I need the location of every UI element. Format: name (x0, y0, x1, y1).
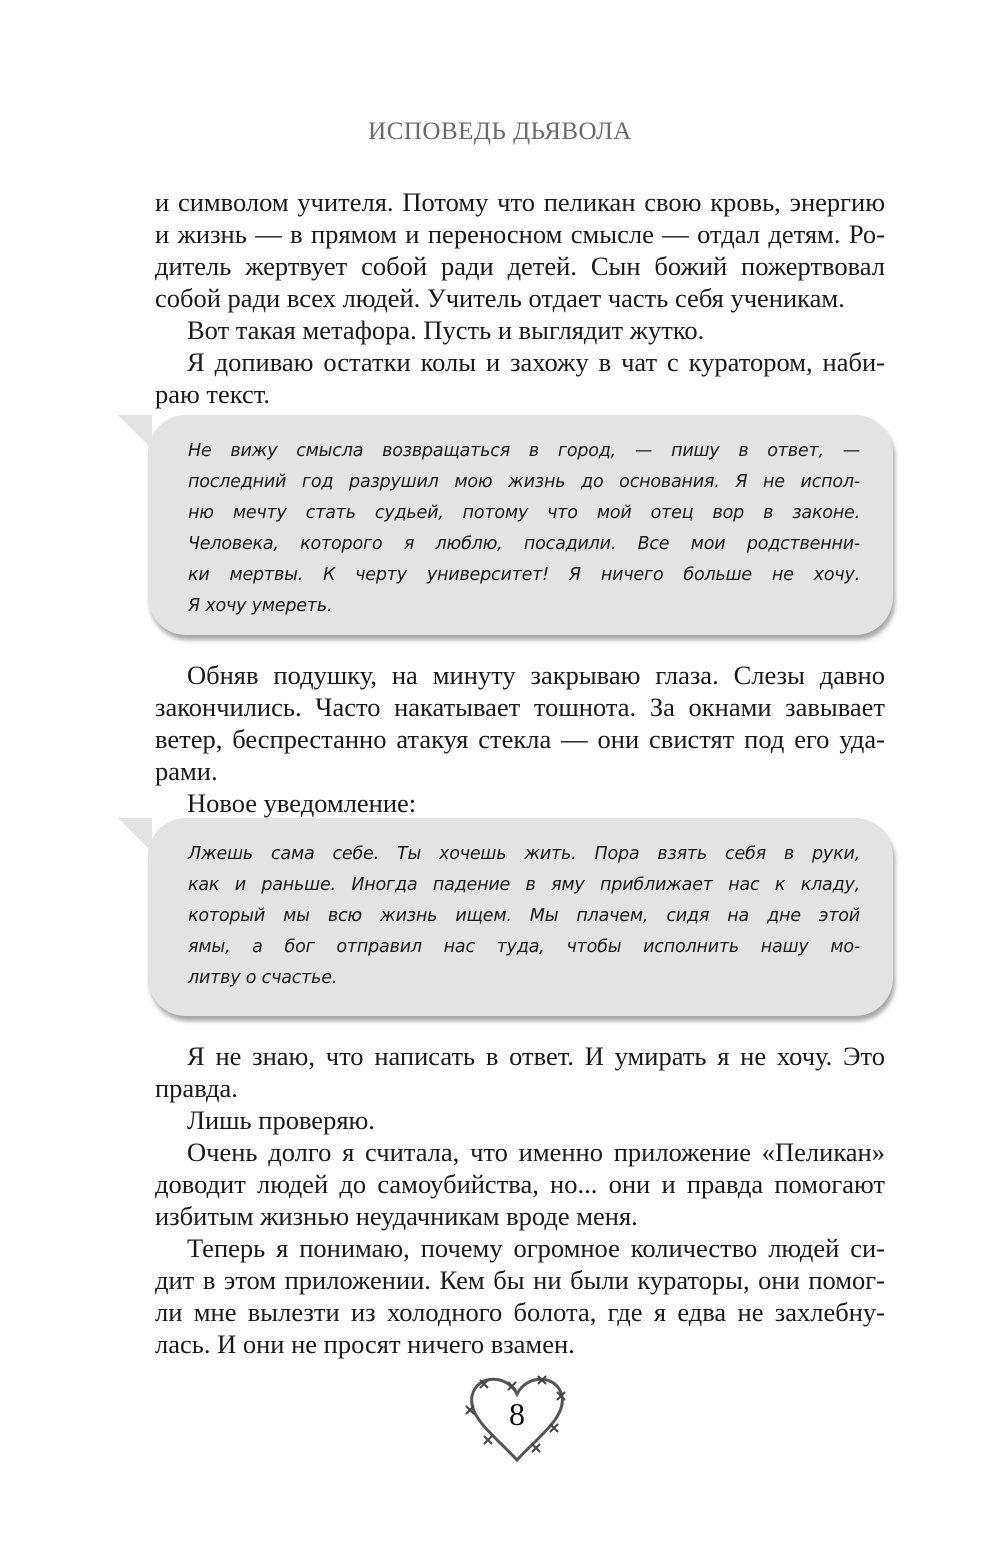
text-line: Я допиваю остатки колы и захожу в чат с куратором, наби- (187, 347, 885, 377)
running-title: ИСПОВЕДЬ ДЬЯВОЛА (368, 118, 632, 145)
message-line: как и раньше. Иногда падение в яму приближает нас к кладу, (188, 875, 860, 895)
message-line: литву о счастье. (188, 968, 338, 988)
paragraph (155, 186, 885, 314)
text-line: раю текст. (155, 379, 270, 409)
text-line: Лишь проверяю. (187, 1105, 375, 1135)
message-line: ки мертвы. К черту университет! Я ничего больше не хочу. (188, 565, 860, 585)
text-line: закончились. Часто накатывает тошнота. За окнами завывает (155, 692, 885, 722)
text-line: Обняв подушку, на минуту закрываю глаза. Слезы давно (187, 660, 885, 690)
message-line: ямы, а бог отправил нас туда, чтобы исполнить нашу мо- (188, 937, 860, 957)
page-number: 8 (509, 1396, 525, 1432)
text-line: Вот такая метафора. Пусть и выглядит жутко. (187, 315, 705, 345)
paragraph (155, 1232, 885, 1360)
message-line: Не вижу смысла возвращаться в город, — пишу в ответ, — (188, 441, 860, 461)
text-line: Теперь я понимаю, почему огромное количество людей си- (187, 1233, 885, 1263)
page-number-badge (462, 1366, 572, 1466)
text-line: лась. И они не просят ничего взамен. (155, 1329, 575, 1359)
paragraph (155, 787, 885, 819)
message-line: который мы всю жизнь ищем. Мы плачем, сидя на дне этой (188, 906, 860, 926)
text-line: собой ради всех людей. Учитель отдает часть себя ученикам. (155, 283, 845, 313)
bubble-tail (118, 818, 152, 852)
text-line: доводит людей до самоубийства, но... они и правда помогают (155, 1169, 885, 1199)
message-line: Человека, которого я люблю, посадили. Все мои родственни- (188, 534, 860, 554)
chat-message-bubble (148, 818, 893, 1016)
paragraph (155, 1136, 885, 1232)
message-line: Лжешь сама себе. Ты хочешь жить. Пора взять себя в руки, (188, 844, 860, 864)
message-line: последний год разрушил мою жизнь до основания. Я не испол- (188, 472, 860, 492)
paragraph (155, 659, 885, 787)
text-line: правда. (155, 1073, 238, 1103)
message-line: ню мечту стать судьей, потому что мой отец вор в законе. (188, 503, 860, 523)
chat-message-text (188, 436, 860, 622)
text-line: Новое уведомление: (187, 788, 417, 818)
text-line: ли мне вылезти из холодного болота, где я едва не захлебну- (155, 1297, 885, 1327)
paragraph (155, 1040, 885, 1104)
chat-message-bubble (148, 415, 893, 635)
paragraph (155, 314, 885, 346)
text-line: и жизнь — в прямом и переносном смысле — отдал детям. Ро- (155, 219, 885, 249)
text-line: дитель жертвует собой ради детей. Сын божий пожертвовал (155, 251, 885, 281)
text-line: Очень долго я считала, что именно приложение «Пеликан» (187, 1137, 885, 1167)
bubble-tail (118, 415, 152, 449)
text-line: рами. (155, 756, 218, 786)
message-line: Я хочу умереть. (188, 596, 333, 616)
text-line: и символом учителя. Потому что пеликан свою кровь, энергию (155, 187, 885, 217)
text-line: Я не знаю, что написать в ответ. И умирать я не хочу. Это (187, 1041, 885, 1071)
text-line: ветер, беспрестанно атакуя стекла — они свистят под его уда- (155, 724, 885, 754)
paragraph (155, 346, 885, 410)
text-line: избитым жизнью неудачникам вроде меня. (155, 1201, 638, 1231)
chat-message-text (188, 839, 860, 994)
paragraph (155, 1104, 885, 1136)
text-line: дит в этом приложении. Кем бы ни были кураторы, они помог- (155, 1265, 885, 1295)
